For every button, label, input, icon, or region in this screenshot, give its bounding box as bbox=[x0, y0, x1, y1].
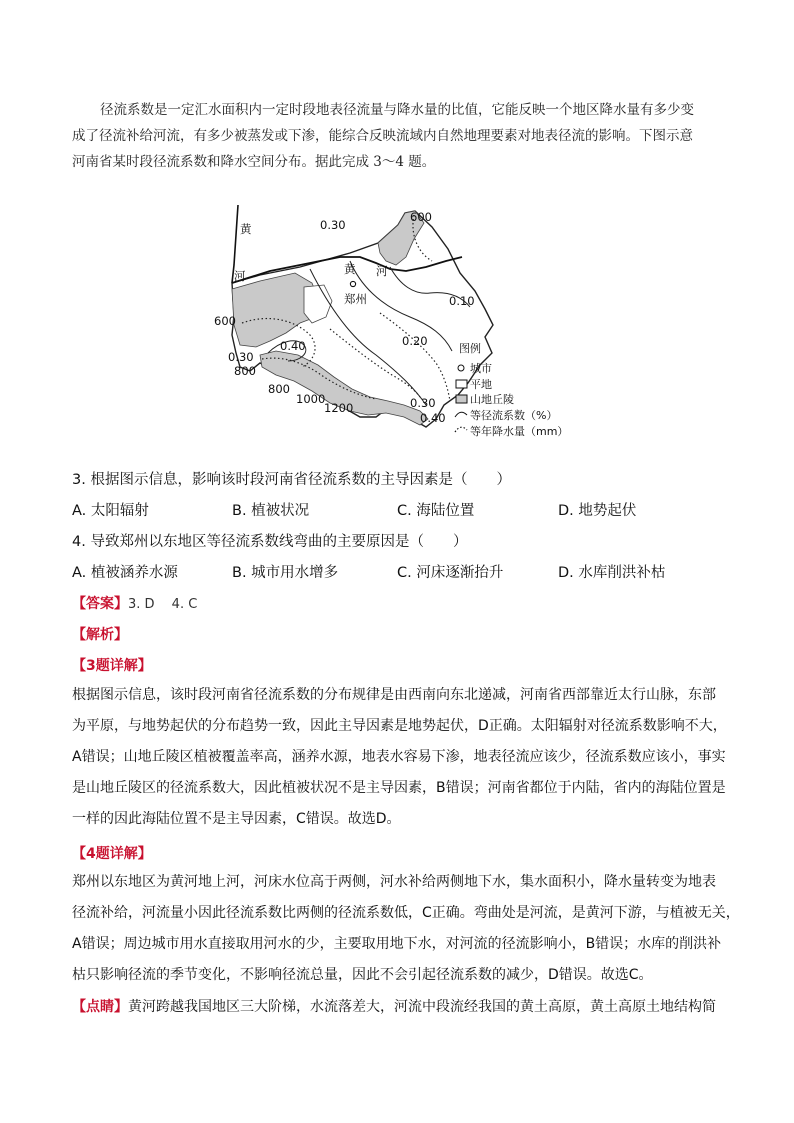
answer-label: 【答案】 bbox=[72, 596, 128, 612]
legend-city-symbol bbox=[458, 365, 464, 371]
river-label: 河 bbox=[376, 264, 388, 278]
runoff-label: 0.30 bbox=[228, 350, 254, 364]
legend-item: 等年降水量（mm） bbox=[470, 425, 569, 438]
runoff-label: 0.40 bbox=[420, 411, 446, 425]
answer-text: 3. D 4. C bbox=[128, 597, 198, 612]
detail3-line: 是山地丘陵区的径流系数大，因此植被状况不是主导因素，B错误；河南省都位于内陆，省内的海陆位置是 bbox=[72, 780, 726, 796]
river-label: 黄 bbox=[344, 262, 356, 276]
river-label: 河 bbox=[234, 269, 246, 283]
precip-label: 1000 bbox=[296, 392, 326, 406]
henan-runoff-precipitation-map bbox=[200, 205, 600, 450]
detail3-line: 根据图示信息，该时段河南省径流系数的分布规律是由西南向东北递减，河南省西部靠近太行山脉，东部 bbox=[72, 687, 716, 703]
river-label: 黄 bbox=[240, 222, 252, 236]
dianjing-row bbox=[72, 996, 716, 1016]
intro-line: 河南省某时段径流系数和降水空间分布。据此完成 3～4 题。 bbox=[72, 154, 436, 170]
dianjing-text: 黄河跨越我国地区三大阶梯，水流落差大，河流中段流经我国的黄土高原，黄土高原土地结构简 bbox=[128, 999, 716, 1015]
analysis-row bbox=[72, 624, 128, 644]
intro-paragraph bbox=[72, 97, 722, 175]
question-4-stem: 4. 导致郑州以东地区等径流系数线弯曲的主要原因是（ ） bbox=[72, 534, 468, 550]
runoff-label: 0.20 bbox=[402, 334, 428, 348]
q3-option-a[interactable]: A. 太阳辐射 bbox=[72, 503, 149, 519]
precip-label: 800 bbox=[268, 382, 290, 396]
legend-plain-symbol bbox=[456, 380, 467, 388]
analysis-label: 【解析】 bbox=[72, 627, 128, 643]
question-3-stem: 3. 根据图示信息，影响该时段河南省径流系数的主导因素是（ ） bbox=[72, 472, 511, 488]
detail4-heading bbox=[72, 843, 152, 863]
legend-item: 平地 bbox=[470, 378, 492, 391]
precip-label: 1200 bbox=[324, 401, 354, 415]
precip-label: 800 bbox=[234, 364, 256, 378]
q4-option-a[interactable]: A. 植被涵养水源 bbox=[72, 565, 178, 581]
legend-runoff-symbol bbox=[455, 412, 467, 417]
runoff-label: 0.10 bbox=[449, 294, 475, 308]
legend-title: 图例 bbox=[459, 342, 481, 355]
runoff-label: 0.30 bbox=[410, 396, 436, 410]
detail3-line: A错误；山地丘陵区植被覆盖率高，涵养水源，地表水容易下渗，地表径流应该少，径流系数应该小，事实 bbox=[72, 749, 726, 765]
precip-label: 600 bbox=[410, 210, 432, 224]
legend-precip-symbol bbox=[455, 427, 467, 432]
q3-option-b[interactable]: B. 植被状况 bbox=[232, 503, 310, 519]
legend-item: 山地丘陵 bbox=[470, 393, 514, 406]
detail3-label: 【3题详解】 bbox=[72, 658, 152, 674]
detail3-line: 为平原，与地势起伏的分布趋势一致，因此主导因素是地势起伏，D正确。太阳辐射对径流系数影响不大， bbox=[72, 718, 727, 734]
legend-item: 等径流系数（%） bbox=[470, 409, 558, 422]
detail4-line: 枯只影响径流的季节变化，不影响径流总量，因此不会引起径流系数的减少，D错误。故选C。 bbox=[72, 967, 653, 983]
city-label: 郑州 bbox=[344, 292, 367, 306]
detail3-body bbox=[72, 680, 732, 835]
intro-line: 成了径流补给河流，有多少被蒸发或下渗，能综合反映流域内自然地理要素对地表径流的影响。下图示意 bbox=[72, 128, 693, 144]
detail3-heading bbox=[72, 655, 152, 675]
detail4-body bbox=[72, 867, 740, 991]
q4-option-c[interactable]: C. 河床逐渐抬升 bbox=[397, 565, 504, 581]
intro-line: 径流系数是一定汇水面积内一定时段地表径流量与降水量的比值，它能反映一个地区降水量有多少变 bbox=[100, 102, 694, 118]
city-marker-zhengzhou bbox=[350, 281, 355, 286]
detail4-label: 【4题详解】 bbox=[72, 846, 152, 862]
detail4-line: A错误；周边城市用水直接取用河水的少，主要取用地下水，对河流的径流影响小，B错误；水库的削洪补 bbox=[72, 936, 722, 952]
legend-item: 城市 bbox=[470, 362, 492, 375]
detail4-line: 径流补给，河流量小因此径流系数比两侧的径流系数低，C正确。弯曲处是河流，是黄河下游，与植被无关， bbox=[72, 905, 740, 921]
legend-mountain-symbol bbox=[456, 395, 467, 403]
precip-label: 600 bbox=[214, 314, 236, 328]
detail3-line: 一样的因此海陆位置不是主导因素，C错误。故选D。 bbox=[72, 811, 401, 827]
q4-option-b[interactable]: B. 城市用水增多 bbox=[232, 565, 339, 581]
q3-option-c[interactable]: C. 海陆位置 bbox=[397, 503, 475, 519]
answer-row bbox=[72, 593, 197, 613]
runoff-label: 0.30 bbox=[320, 218, 346, 232]
q3-option-d[interactable]: D. 地势起伏 bbox=[558, 503, 637, 519]
dianjing-label: 【点睛】 bbox=[72, 999, 128, 1015]
runoff-label: 0.40 bbox=[280, 339, 306, 353]
detail4-line: 郑州以东地区为黄河地上河，河床水位高于两侧，河水补给两侧地下水，集水面积小，降水量转变为地表 bbox=[72, 874, 716, 890]
q4-option-d[interactable]: D. 水库削洪补枯 bbox=[558, 565, 666, 581]
